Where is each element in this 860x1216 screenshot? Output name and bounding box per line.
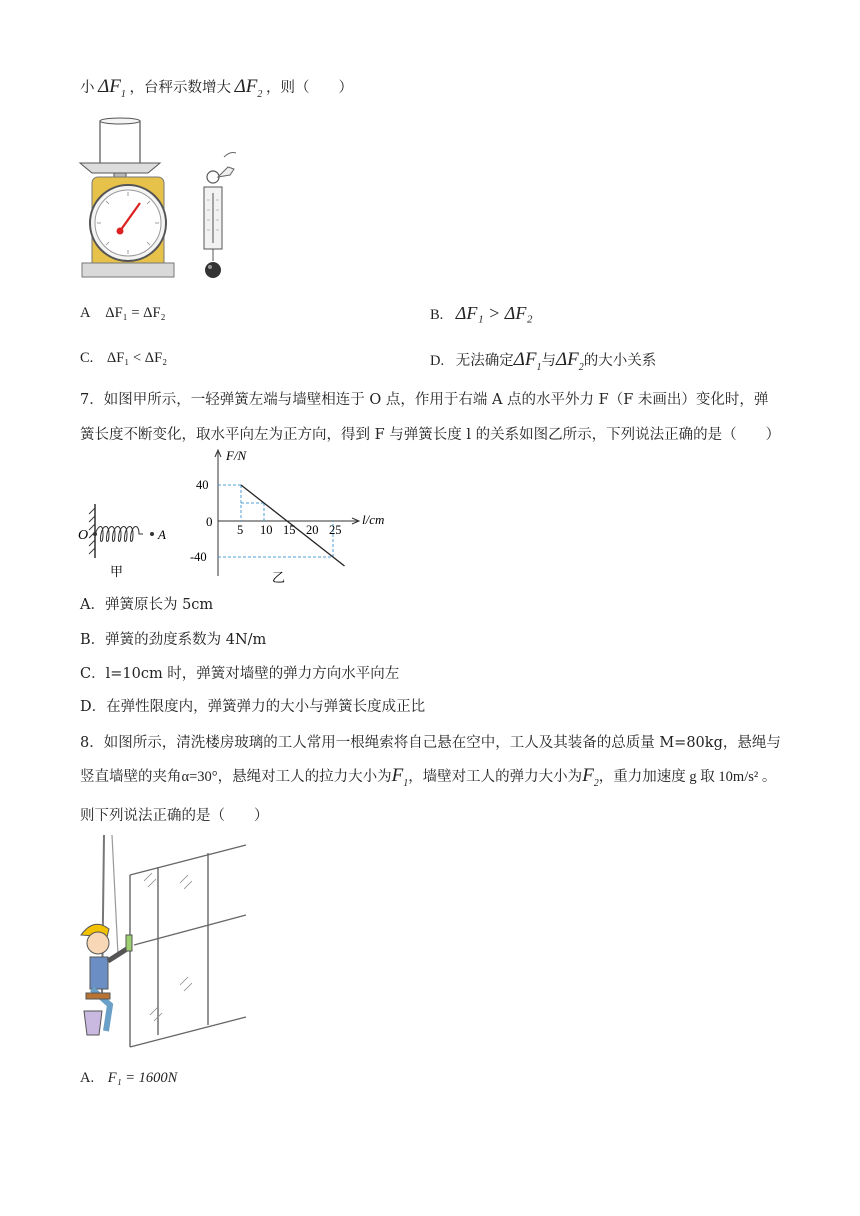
q7-line-1: 7．如图甲所示，一轻弹簧左端与墙壁相连于 O 点，作用于右端 A 点的水平外力 F（F 未画出）变化时，弹 — [80, 392, 769, 408]
x-tick-label: 15 — [283, 523, 296, 537]
label-A: A — [158, 527, 166, 542]
q6-stem-tail — [80, 76, 353, 100]
d-delta-f1: $\Delta F_1$ — [513, 349, 542, 373]
q8-line-3: 则下列说法正确的是（ ） — [80, 808, 269, 824]
y-axis-label: F/N — [226, 448, 247, 463]
q7-option-d[interactable]: D．在弹性限度内，弹簧弹力的大小与弹簧长度成正比 — [80, 699, 426, 715]
f2-symbol: $F_2$ — [582, 765, 599, 789]
spring-coil — [95, 527, 143, 542]
beaker — [100, 121, 140, 165]
label-O: O — [78, 528, 89, 543]
worker — [81, 924, 132, 1035]
q7-line-2: 簧长度不断变化，取水平向左为正方向，得到 F 与弹簧长度 l 的关系如图乙所示，下列说法正确的是（ ） — [80, 427, 781, 443]
caption-yi: 乙 — [272, 570, 286, 585]
q8-option-a[interactable]: A. F₁ = 1600N — [80, 1070, 178, 1086]
x-tick-label: 25 — [329, 523, 342, 537]
q6-option-b[interactable]: B. ΔF₁ > ΔF₂ — [430, 303, 533, 323]
q7-option-a[interactable]: A．弹簧原长为 5cm — [80, 597, 214, 613]
q6-tail-prefix: 小 — [80, 80, 95, 96]
q6-option-a[interactable]: A ΔF₁ = ΔF₂ — [80, 305, 166, 321]
spring-balance — [204, 153, 236, 279]
q8-line-1: 8．如图所示，清洗楼房玻璃的工人常用一根绳索将自己悬在空中，工人及其装备的总质量 M=80kg，悬绳与 — [80, 735, 781, 751]
q6-tail-end: ，则（ ） — [266, 80, 354, 96]
q7-option-c[interactable]: C．l=10cm 时，弹簧对墙壁的弹力方向水平向左 — [80, 666, 400, 682]
x-tick-label: 5 — [237, 523, 244, 537]
f1-symbol: $F_1$ — [391, 765, 409, 789]
delta-f1: $\Delta F_1$ — [98, 76, 126, 100]
x-tick-label: 10 — [260, 523, 273, 537]
q7-option-b[interactable]: B．弹簧的劲度系数为 4N/m — [80, 632, 267, 648]
y-tick-label: -40 — [190, 550, 207, 564]
scale-tray — [80, 163, 160, 173]
d-delta-f2: $\Delta F_2$ — [556, 349, 584, 373]
caption-jia: 甲 — [110, 564, 124, 579]
x-axis-label: l/cm — [362, 512, 385, 527]
q6-option-d[interactable]: D. 无法确定$\Delta F_1$与$\Delta F_2$的大小关系 — [430, 349, 657, 373]
scale-figure — [78, 115, 248, 285]
figure-yi-chart — [190, 448, 400, 588]
figure-jia — [78, 500, 188, 580]
delta-f2: $\Delta F_2$ — [234, 76, 263, 100]
x-tick-label: 20 — [306, 523, 319, 537]
hanging-ball — [205, 262, 221, 278]
q6-tail-mid: ，台秤示数增大 — [129, 80, 232, 96]
y-tick-label: 40 — [196, 478, 209, 492]
origin-label: 0 — [206, 514, 213, 529]
q6-option-c[interactable]: C. ΔF₁ < ΔF₂ — [80, 350, 168, 366]
window-cleaner-figure — [78, 835, 248, 1050]
q8-line-2: 竖直墙壁的夹角α=30°，悬绳对工人的拉力大小为$F_1$，墙壁对工人的弹力大小为$F_2$，重力加速度 g 取 10m/s² 。 — [80, 765, 777, 789]
